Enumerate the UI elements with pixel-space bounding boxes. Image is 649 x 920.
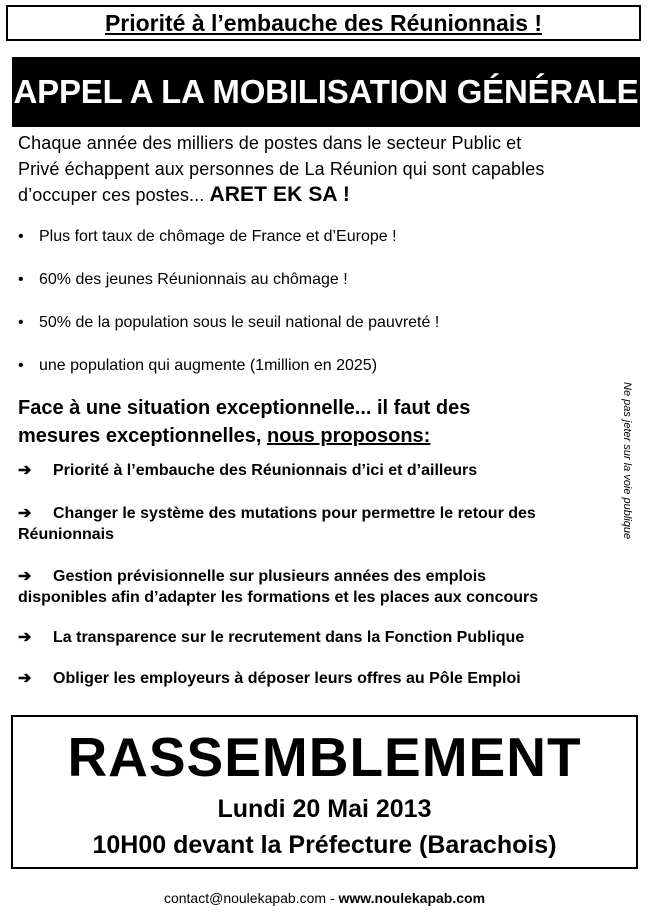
proposal-item	[18, 627, 618, 648]
rally-box	[11, 715, 638, 869]
header-title: Priorité à l’embauche des Réunionnais !	[104, 9, 543, 36]
arrow-right-icon: ➔	[18, 670, 32, 687]
intro-line: Privé échappent aux personnes de La Réunion qui sont capables	[18, 159, 545, 179]
rally-title: RASSEMBLEMENT	[67, 726, 582, 788]
footer-website: www.noulekapab.com	[338, 890, 486, 906]
intro-emphasis: ARET EK SA !	[209, 183, 350, 206]
intro-paragraph	[18, 130, 636, 208]
proposal-line: disponibles afin d’adapter les formations et les places aux concours	[18, 589, 539, 606]
proposal-line: La transparence sur le recrutement dans la Fonction Publique	[53, 629, 525, 646]
header-frame	[6, 5, 641, 41]
arrow-right-icon: ➔	[18, 462, 32, 479]
fact-text: 60% des jeunes Réunionnais au chômage !	[39, 271, 348, 288]
fact-text: Plus fort taux de chômage de France et d’Europe !	[39, 228, 397, 245]
proposal-item	[18, 460, 618, 481]
intro-line: Chaque année des milliers de postes dans le secteur Public et	[18, 133, 522, 153]
banner-title: APPEL A LA MOBILISATION GÉNÉRALE	[13, 73, 639, 110]
bullet-icon: •	[18, 314, 24, 331]
arrow-right-icon: ➔	[18, 629, 32, 646]
footer	[0, 890, 649, 906]
proposal-item	[18, 566, 618, 608]
fact-text: une population qui augmente (1million en 2025)	[39, 357, 378, 374]
proposals-headline	[18, 394, 470, 450]
intro-line	[18, 182, 636, 208]
proposal-line: Réunionnais	[18, 526, 115, 543]
proposal-item	[18, 503, 618, 545]
arrow-right-icon: ➔	[18, 505, 32, 522]
headline-line-2	[18, 422, 470, 450]
rally-place: 10H00 devant la Préfecture (Barachois)	[92, 831, 557, 859]
bullet-icon: •	[18, 228, 24, 245]
headline-line-2-start: mesures exceptionnelles,	[18, 425, 262, 447]
rally-date: Lundi 20 Mai 2013	[217, 795, 432, 823]
proposal-item	[18, 668, 618, 689]
bullet-icon: •	[18, 271, 24, 288]
arrow-right-icon: ➔	[18, 568, 32, 585]
headline-line-1: Face à une situation exceptionnelle... il faut des	[18, 397, 471, 419]
proposal-line: Changer le système des mutations pour permettre le retour des	[53, 505, 536, 522]
footer-separator: -	[329, 890, 335, 906]
proposal-line: Obliger les employeurs à déposer leurs offres au Pôle Emploi	[53, 670, 521, 687]
side-note: Ne pas jeter sur la voie publique	[621, 382, 633, 540]
proposal-line: Gestion prévisionnelle sur plusieurs années des emplois	[53, 568, 487, 585]
intro-line-text: d’occuper ces postes...	[18, 185, 205, 205]
mobilisation-banner	[12, 57, 640, 127]
fact-text: 50% de la population sous le seuil national de pauvreté !	[39, 314, 440, 331]
headline-emphasis: nous proposons:	[267, 425, 431, 447]
footer-email: contact@noulekapab.com	[163, 890, 327, 906]
bullet-icon: •	[18, 357, 24, 374]
proposal-line: Priorité à l’embauche des Réunionnais d’ici et d’ailleurs	[53, 462, 478, 479]
